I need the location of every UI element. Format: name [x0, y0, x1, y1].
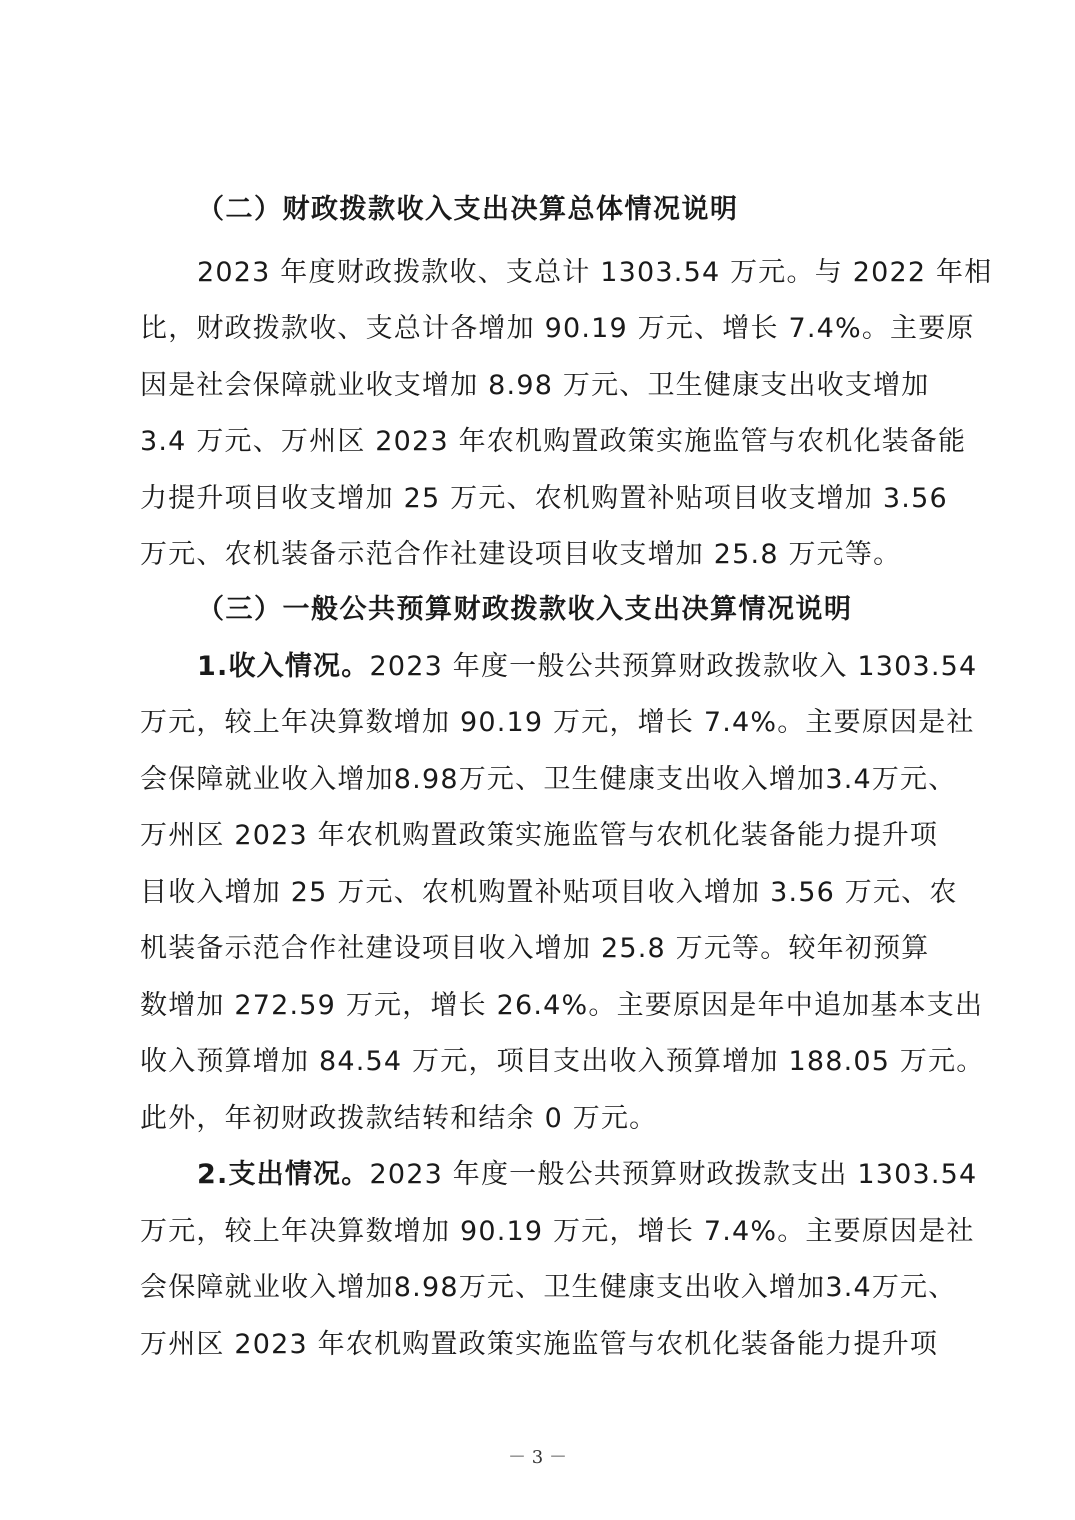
paragraph-line: 万元，较上年决算数增加 90.19 万元，增长 7.4%。主要原因是社: [140, 1216, 975, 1247]
section-heading-3: （三）一般公共预算财政拨款收入支出决算情况说明: [197, 594, 853, 625]
income-first-line-text: 2023 年度一般公共预算财政拨款收入 1303.54: [369, 651, 978, 682]
paragraph-line: 比，财政拨款收、支总计各增加 90.19 万元、增长 7.4%。主要原: [140, 313, 975, 344]
page-number: － 3 －: [508, 1447, 567, 1468]
income-lead: 1.收入情况。: [197, 651, 370, 682]
paragraph-line: 万州区 2023 年农机购置政策实施监管与农机化装备能力提升项: [140, 820, 939, 851]
paragraph-line: 3.4 万元、万州区 2023 年农机购置政策实施监管与农机化装备能: [140, 426, 967, 457]
paragraph-line: 会保障就业收入增加8.98万元、卫生健康支出收入增加3.4万元、: [140, 764, 957, 795]
paragraph-line: 因是社会保障就业收支增加 8.98 万元、卫生健康支出收支增加: [140, 370, 930, 401]
paragraph-line: 收入预算增加 84.54 万元，项目支出收入预算增加 188.05 万元。: [140, 1046, 985, 1077]
section-heading-2: （二）财政拨款收入支出决算总体情况说明: [197, 194, 739, 225]
paragraph-line: 万元，较上年决算数增加 90.19 万元，增长 7.4%。主要原因是社: [140, 707, 975, 738]
expense-first-line-text: 2023 年度一般公共预算财政拨款支出 1303.54: [369, 1159, 978, 1190]
paragraph-line: 2023 年度财政拨款收、支总计 1303.54 万元。与 2022 年相: [197, 257, 993, 288]
paragraph-line: 机装备示范合作社建设项目收入增加 25.8 万元等。较年初预算: [140, 933, 930, 964]
paragraph-line: 万州区 2023 年农机购置政策实施监管与农机化装备能力提升项: [140, 1329, 939, 1360]
paragraph-line: 数增加 272.59 万元，增长 26.4%。主要原因是年中追加基本支出: [140, 990, 984, 1021]
paragraph-line: 目收入增加 25 万元、农机购置补贴项目收入增加 3.56 万元、农: [140, 877, 958, 908]
expense-first-line: [197, 1158, 978, 1192]
income-first-line: [197, 650, 978, 684]
paragraph-line: 此外，年初财政拨款结转和结余 0 万元。: [140, 1103, 658, 1134]
paragraph-line: 会保障就业收入增加8.98万元、卫生健康支出收入增加3.4万元、: [140, 1272, 957, 1303]
paragraph-line: 万元、农机装备示范合作社建设项目收支增加 25.8 万元等。: [140, 539, 902, 570]
paragraph-line: 力提升项目收支增加 25 万元、农机购置补贴项目收支增加 3.56: [140, 483, 948, 514]
expense-lead: 2.支出情况。: [197, 1159, 370, 1190]
